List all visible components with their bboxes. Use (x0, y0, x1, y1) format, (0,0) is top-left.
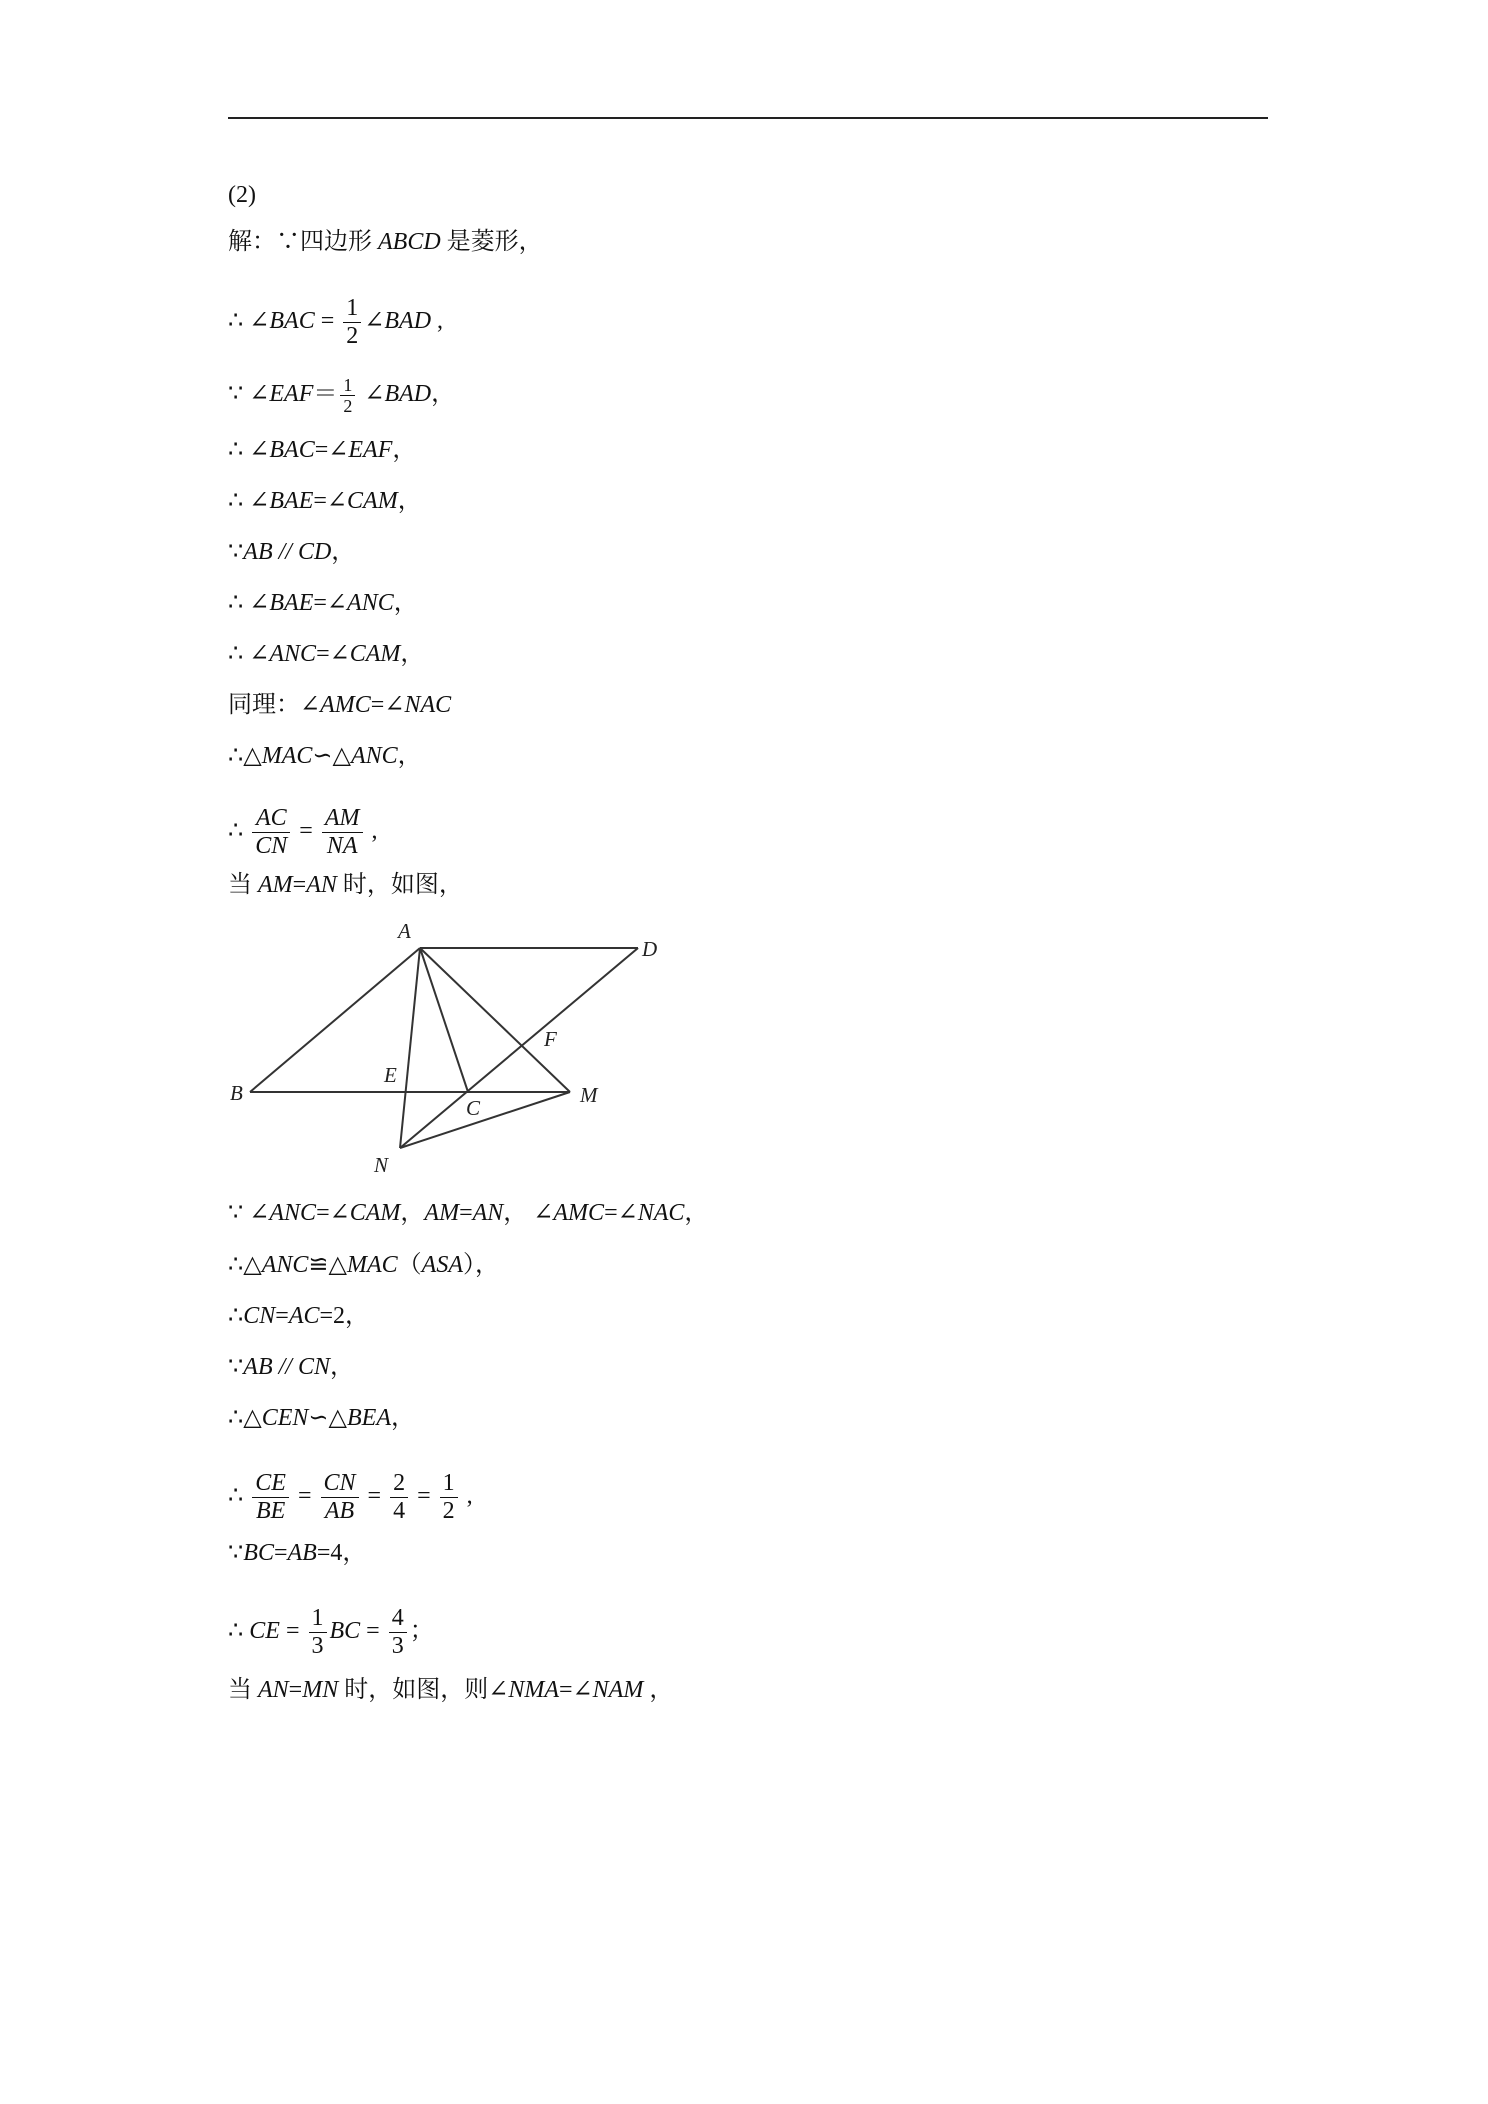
segment-nm (400, 1092, 570, 1148)
label-a: A (398, 920, 411, 943)
solution-line-13: ∵ ∠ANC=∠CAM，AM=AN， ∠AMC=∠NAC， (228, 1200, 709, 1226)
solution-line-12: 当 AM=AN 时，如图， (228, 872, 463, 898)
solution-line-10: ∴△MAC∽△ANC， (228, 743, 422, 769)
label-n: N (374, 1153, 389, 1177)
solution-line-18: ∴ $\frac{CE}{BE}$ = $\frac{CN}{AB}$ = $\frac{2}{4}$ = $\frac{1}{2}$ , (228, 1470, 473, 1524)
solution-line-11: ∴ $\frac{AC}{CN}$ = $\frac{AM}{NA}$ , (228, 805, 378, 859)
segment-dn (400, 948, 638, 1148)
label-d: D (642, 937, 658, 961)
solution-line-21: 当 AN=MN 时，如图，则∠NMA=∠NAM ， (228, 1677, 674, 1703)
fraction-1-2: $\frac{1}{2}$ (440, 1470, 458, 1525)
fraction-ce-be: $\frac{CE}{BE}$ (252, 1470, 289, 1525)
solution-line-5: ∴ ∠BAE=∠CAM， (228, 488, 422, 514)
fraction-half-small: $\frac{1}{2}$ (340, 375, 355, 416)
segment-am (420, 948, 570, 1092)
segment-an (400, 948, 420, 1148)
fraction-am-na: $\frac{AM}{NA}$ (322, 805, 363, 860)
label-c: C (466, 1096, 481, 1120)
solution-line-9: 同理：∠AMC=∠NAC (228, 692, 452, 718)
solution-line-1: 解：∵四边形 ABCD 是菱形， (228, 229, 543, 255)
solution-line-15: ∴CN=AC=2， (228, 1303, 370, 1329)
fraction-1-3: $\frac{1}{3}$ (309, 1605, 327, 1660)
solution-line-7: ∴ ∠BAE=∠ANC， (228, 590, 418, 616)
section-label: (2) (228, 182, 256, 208)
segment-ac (420, 948, 468, 1092)
fraction-2-4: $\frac{2}{4}$ (390, 1470, 408, 1525)
geometry-figure (228, 920, 688, 1190)
fraction-cn-ab: $\frac{CN}{AB}$ (321, 1470, 359, 1525)
label-b: B (230, 1081, 243, 1105)
solution-line-20: ∴ CE = $\frac{1}{3}$ BC = $\frac{4}{3}$ ； (228, 1605, 434, 1659)
solution-line-16: ∵AB // CN， (228, 1354, 354, 1380)
solution-line-4: ∴ ∠BAC=∠EAF， (228, 437, 417, 463)
fraction-half: $\frac{1}{2}$ (343, 295, 361, 350)
solution-line-8: ∴ ∠ANC=∠CAM， (228, 641, 425, 667)
solution-line-19: ∵BC=AB=4， (228, 1540, 367, 1566)
solution-line-14: ∴△ANC≌△MAC（ASA）， (228, 1252, 499, 1278)
label-m: M (580, 1083, 598, 1107)
solution-line-17: ∴△CEN∽△BEA， (228, 1405, 415, 1431)
label-e: E (384, 1063, 397, 1087)
label-f: F (544, 1027, 557, 1051)
figure-lines (250, 948, 638, 1148)
solution-line-6: ∵AB // CD， (228, 539, 356, 565)
fraction-ac-cn: $\frac{AC}{CN}$ (252, 805, 290, 860)
solution-line-3: ∵ ∠EAF＝ $\frac{1}{2}$ ∠BAD， (228, 375, 456, 416)
header-rule (228, 117, 1268, 119)
fraction-4-3: $\frac{4}{3}$ (389, 1605, 407, 1660)
solution-line-2: ∴ ∠BAC = $\frac{1}{2}$ ∠BAD , (228, 295, 444, 349)
